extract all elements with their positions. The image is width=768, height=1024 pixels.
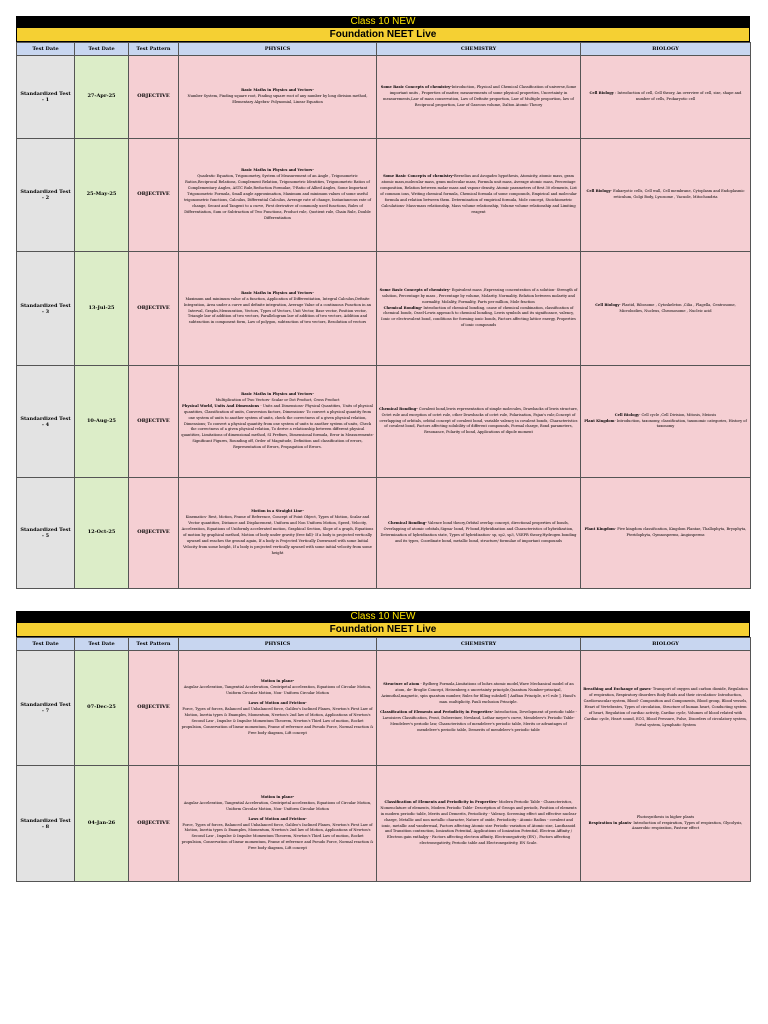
biology-topics: : Introduction of cell, Cell theory, An overview of cell, size, shape and number of cells, Prokaryotic cell — [613, 91, 742, 101]
physics-topic-heading-2: Laws of Motion and Friction- — [248, 701, 307, 706]
header-physics: PHYSICS — [179, 638, 377, 651]
chemistry-topic-heading-2: Classification of Elements and Periodicity in Properties- — [380, 710, 494, 714]
chemistry-topic-heading: Some Basic Concepts of chemistry- — [380, 85, 452, 90]
biology-topic-heading: Cell Biology — [589, 91, 614, 96]
chemistry-topic-heading: Chemical Bonding- — [379, 406, 418, 411]
table-row — [17, 366, 751, 478]
program-title: Foundation NEET Live — [16, 28, 750, 42]
physics-topics: Angular Acceleration, Tangential Acceleration, Centripetal acceleration, Equations of Circular Motion, Uniform Circular Motion, Non- Uniform Circular Motion — [183, 685, 372, 696]
class-title: Class 10 NEW — [16, 16, 750, 28]
physics-topics-2: - Units and Dimensions- Physical Quantities, Units of physical quantities, Classification of units, Conversion factors, Dimensions- To convert a physical quantity from one system of units to another system of units, check the correctness of a given physical relation, Dimensions; To convert a physical quantity from one system of units to another system of units, Check the correctness of a given physical relation, To derive a relationship between different physical quantities, Limitations of dimensional method, SI Prefixes, Dimensional formula, Error in Measurements- Significant Figures, Rounding off, Order of Magnitude, Definition and classification of errors, Representation of Errors, Propagation of Errors. — [181, 403, 374, 450]
biology-topic-heading: Plant Kingdom — [584, 527, 615, 532]
chemistry-topics-2: Introduction, Development of periodic table - Lavoisiers Classification, Prout, Dobereiner, Newland, Lothar meyer's curve, Mendeleev's Periodic Table- Mendeleev's periodic law, Characteristics of mendeleev's periodic table, Merits or advantages of mendeleev's periodic table, Demerits of mendeleev's periodic table — [382, 710, 577, 732]
test-date: 12-Oct-25 — [75, 478, 129, 589]
physics-topics: Angular Acceleration, Tangential Acceleration, Centripetal acceleration, Equations of Circular Motion, Uniform Circular Motion, Non- Uniform Circular Motion — [183, 800, 372, 811]
physics-topic-heading-2: Laws of Motion and Friction- — [248, 816, 307, 821]
schedule-table — [16, 637, 751, 882]
chemistry-cell — [377, 366, 581, 478]
physics-topics: Maximum and minimum value of a function, Application of Differentiation, Integral Calculus,Definite Integration, Area under a curve and definite integration, Average Value of a continuous Function in an Interval, Graphs,Mensuration, Vectors, Types of Vectors, Unit Vector, Base vector, Position vector, Triangle law of addition of two vectors, Parallelogram law of addition of two vectors, Addition and subtraction in component form, Law of polygon, subtraction of two vectors, Resolution of vectors — [183, 296, 372, 325]
header-test: Test Date — [17, 638, 75, 651]
physics-topic-heading: Basic Maths in Physics and Vectors- — [241, 290, 314, 295]
biology-topics-2: - Introduction, taxonomy, classification, taxonomic categories, History of taxonomy — [614, 418, 747, 429]
chemistry-topic-heading: Chemical Bonding- — [388, 521, 427, 526]
table-row — [17, 56, 751, 139]
chemistry-topic-heading: Some Basic Concepts of chemistry- — [383, 174, 454, 179]
biology-cell — [581, 766, 751, 882]
physics-topic-heading: Motion in plane- — [260, 679, 295, 684]
test-date: 07-Dec-25 — [75, 651, 129, 766]
test-name: Standardized Test - 7 — [17, 651, 75, 766]
test-pattern: OBJECTIVE — [129, 139, 179, 252]
physics-topics-2: Force, Types of forces, Balanced and Unbalanced force, Galileo's Inclined Planes, Newton's First Law of Motion, Inertia types & Examples, Momentum, Newton's 2nd law of Motion, Applications of Newton's Second Law , Impulse & Impulse Momentum Theorem, Newton's Third Law of motion, Rocket propulsion, Conservation of linear momentum, Frame of reference and Pseudo Force, Normal reaction & Free body diagram, Lift concept — [181, 822, 374, 851]
chemistry-cell — [377, 139, 581, 252]
header-biology: BIOLOGY — [581, 638, 751, 651]
header-biology: BIOLOGY — [581, 43, 751, 56]
physics-topics: Kinematics- Rest, Motion, Frame of Reference, Concept of Point Object, Types of Motion, Scalar and Vector quantities, Distance and Displacement, Uniform and Non Uniform Motion, Speed, Velocity, Acceleration, Equations of Uniformly accelerated motion, Graphical Section, Slope of a graph, Equations of motion by graphical method, Motion of body under gravity (free fall)- If a body is projected vertically upward and reaches the ground again, If a body is Projected Vertically Downward with some Initial Velocity from some height, If a body is projected vertically upward with some initial velocity from some height — [181, 515, 374, 555]
test-pattern: OBJECTIVE — [129, 366, 179, 478]
header-chemistry: CHEMISTRY — [377, 43, 581, 56]
test-pattern: OBJECTIVE — [129, 766, 179, 882]
chemistry-topics: Valence bond theory,Orbital overlap concept, directional properties of bonds, Overlapping of atomic orbitals,Sigma- bond, Pi-bond,Hybridization and Characteristics of hybridization, Determination of hybridization state, Types of hybridization- sp, sp2, sp3, VSEPR theory,Hydrogen bonding and its types, Coordinate bond, metallic bond, structure/ formulae of important compounds — [380, 521, 577, 543]
test-name: Standardized Test - 5 — [17, 478, 75, 589]
test-date: 27-Apr-25 — [75, 56, 129, 139]
test-pattern: OBJECTIVE — [129, 478, 179, 589]
header-chemistry: CHEMISTRY — [377, 638, 581, 651]
physics-topic-heading: Basic Maths in Physics and Vectors- — [241, 391, 314, 396]
header-test: Test Date — [17, 43, 75, 56]
test-name: Standardized Test - 3 — [17, 252, 75, 366]
chemistry-cell — [377, 252, 581, 366]
biology-topic-heading-2: Plant Kingdom — [584, 418, 615, 423]
schedule-sheet-1 — [16, 16, 750, 589]
chemistry-cell — [377, 56, 581, 139]
biology-cell — [581, 56, 751, 139]
physics-cell — [179, 56, 377, 139]
chemistry-topics: Modern Periodic Table - Characteristics, Nomenclature of elements, Modern Periodic Table- Description of Groups and periods, Position of elements in modern periodic table, Merits and Demerits, Periodicity - Valency, Screening effect and effective nuclear charge, Metallic and non metallic character, Nature of oxide, Periodicity - Atomic Radius - covalent and ionic, metallic and vanderwaal, Factors affecting Atomic size Periodic variation of Atomic size, Lanthanoid and Transition contraction, Ionization Potential, Applications of Ionization Potential, Electron Affinity / Electron gain enthalpy - Factors affecting electron affinity, Electronegativity (EN) , Factors affecting electronegativity, Periodic table and Electronegativity, EN Scale. — [380, 799, 577, 846]
test-date: 25-May-25 — [75, 139, 129, 252]
biology-topics: - Eukaryotic cells, Cell wall, Cell membrane, Cytoplasm and Endoplasmic reticulum, Golgi Body, Lysosome , Vacuole, Mitochondria — [610, 189, 745, 199]
header-row — [17, 43, 751, 56]
schedule-sheet-2 — [16, 611, 750, 882]
class-title: Class 10 NEW — [16, 611, 750, 623]
header-date: Test Date — [75, 638, 129, 651]
table-row — [17, 139, 751, 252]
biology-cell — [581, 252, 751, 366]
chemistry-topics: - Rydberg Formula,Limitations of bohrs atomic model,Wave Mechanical model of an atom, de- Broglie Concept, Heisenberg,s uncertainty principle,Quantum Number-principal, Azimuthal,magnetic, spin quantum number, Rules for filling subshell [ Aufbau Principle, n+l rule ], Hund's max. multiplicity, Pauli exclusion Principle. — [381, 682, 576, 705]
test-name: Standardized Test - 2 — [17, 139, 75, 252]
physics-topics: Number System, Finding square root, Finding square root of any number by long division method, Elementary Algebra- Polynomial, Linear Equation — [187, 94, 368, 104]
physics-cell — [179, 366, 377, 478]
biology-cell — [581, 139, 751, 252]
test-date: 13-Jul-25 — [75, 252, 129, 366]
biology-topics: - Transport of oxygen and carbon dioxide, Regulation of respiration, Respiratory disorders Body fluids and their circulation- Introduction, Cardiovascular system, Blood- Composition and Components, Blood group, Blood vessels, Heart of Vertebrates, Types of circulation, Structure of human heart, Conducting system of heart, Regulation of cardiac activity, Cardiac cycle, Volumes of blood related with Cardiac cycle, Heart sound, ECG, Blood Pressure, Pulse, Disorders of circulatory system, Portal system, Lymphatic System — [583, 687, 748, 727]
table-row — [17, 252, 751, 366]
table-row — [17, 766, 751, 882]
physics-topic-heading: Motion in a Straight Line- — [251, 509, 304, 514]
program-title: Foundation NEET Live — [16, 623, 750, 637]
test-pattern: OBJECTIVE — [129, 651, 179, 766]
header-pattern: Test Pattern — [129, 43, 179, 56]
test-pattern: OBJECTIVE — [129, 56, 179, 139]
table-row — [17, 478, 751, 589]
physics-topic-heading: Motion in plane- — [260, 794, 295, 799]
test-name: Standardized Test - 8 — [17, 766, 75, 882]
chemistry-topic-heading: Structure of atom — [383, 682, 420, 687]
table-row — [17, 651, 751, 766]
header-row — [17, 638, 751, 651]
physics-topic-heading-2: Physical World, Units And Dimensions — [182, 403, 260, 408]
chemistry-cell — [377, 651, 581, 766]
test-name: Standardized Test - 1 — [17, 56, 75, 139]
test-date: 10-Aug-25 — [75, 366, 129, 478]
chemistry-topic-heading: Some Basic Concepts of chemistry- — [379, 287, 451, 292]
physics-cell — [179, 651, 377, 766]
biology-topics-2: - Introduction of respiration, Types of respiration, Glycolysis, Anaerobic respiration, Pasteur effect — [630, 820, 743, 831]
physics-topics-2: Force, Types of forces, Balanced and Unbalanced force, Galileo's Inclined Planes, Newton's First Law of Motion, Inertia types & Examples, Momentum, Newton's 2nd law of Motion, Applications of Newton's Second Law , Impulse & Impulse Momentum Theorem, Newton's Third Law of motion, Rocket propulsion, Conservation of linear momentum, Frame of reference and Pseudo Force, Normal reaction & Free body diagram, Lift concept — [181, 707, 374, 735]
chemistry-cell — [377, 766, 581, 882]
chemistry-topic-heading: Classification of Elements and Periodicity in Properties- — [384, 799, 498, 804]
chemistry-topics: Introduction, Physical and Chemical Classification of universe,Some important units , Properties of matter, measurements of some physical properties, Uncertainty in measurements,Law of mass conservation, Law of Definite proportion, Law of Multiple proportion, law of Reciprocal proportion, Law of Gaseous volume, Dalton Atomic Theory — [383, 85, 577, 107]
physics-cell — [179, 766, 377, 882]
biology-topics: - Five kingdom classification, Kingdom Plantae, Thallophyta, Bryophyta, Pteridophyta, Gymnosperms, Angiosperms — [614, 527, 747, 537]
biology-topics: - Plastid, Ribosome , Cytoskeleton ,Cilia , Flagella, Centrosome, Microbodies, Nucleus, Chromosome , Nucleic acid — [619, 302, 736, 313]
schedule-table — [16, 42, 751, 589]
physics-topics: Multiplication of Two Vectors- Scalar or Dot Product, Cross Product — [215, 397, 340, 402]
chemistry-topics: Covalent bond,lewis representation of simple molecules, Drawbacks of lewis structure, Octet rule and exception of octet rule, other Drawbacks of octet rule, Polarisation, Fajan's rule,Concept of overlapping of orbitals, orbital concept of covalent bond, variable valency in covalent bonds, Characteristics of covalent bond, Factors affecting solubility of different compounds, Formal charge, Bond parameters, Resonance, Polarity of bond, Applications of dipole moment — [379, 406, 578, 435]
biology-topic-heading: Cell Biology — [586, 189, 611, 194]
biology-topics: - Cell cycle ,Cell Division, Mitosis, Meiosis — [639, 412, 717, 417]
chemistry-topics: Equivalent mass ,Expressing concentration of a solution- Strength of solution, Percentage by mass , Percentage by volume, Molarity, Normality, Relation between molarity and normality, Molality, Formality, Parts per million, Mole fraction — [382, 287, 578, 304]
chemistry-topic-heading-2: Chemical Bonding- — [383, 305, 423, 310]
biology-cell — [581, 651, 751, 766]
physics-topic-heading: Basic Maths in Physics and Vectors- — [241, 88, 314, 93]
test-pattern: OBJECTIVE — [129, 252, 179, 366]
biology-topic-heading-2: Respiration in plants — [588, 820, 631, 825]
test-date: 04-Jan-26 — [75, 766, 129, 882]
physics-topics: Quadratic Equation, Trigonometry, System of Measurement of an Angle , Trigonometric Ratios,Reciprocal Relations, Complement Relation, Trigonometric Identities, Trigonometric Ratios of Complementary Angles, ASTC Rule,Reduction Formulae, T-Ratio of Allied Angles, Some Important Trigonometric Formula, Small angle approximation, Maximum and minimum values of some useful trigonometric functions, Calculus, Differential Calculus, Average rate of change, Instantaneous rate of change, Secant and Tangent to a curve, First derivative of commonly used functions, Rules of Differentiation, Sum or Subtraction of Two Functions, Product rule, Quotient rule, Chain Rule, Double Differentiation — [183, 174, 372, 220]
physics-cell — [179, 252, 377, 366]
biology-topic-heading: Cell Biology — [614, 412, 640, 417]
physics-topic-heading: Basic Maths in Physics and Vectors- — [241, 168, 314, 173]
header-date: Test Date — [75, 43, 129, 56]
physics-cell — [179, 139, 377, 252]
biology-topic-heading: Cell Biology — [595, 302, 620, 307]
header-pattern: Test Pattern — [129, 638, 179, 651]
biology-cell — [581, 366, 751, 478]
physics-cell — [179, 478, 377, 589]
header-physics: PHYSICS — [179, 43, 377, 56]
test-name: Standardized Test - 4 — [17, 366, 75, 478]
biology-cell — [581, 478, 751, 589]
chemistry-topics: Berzelius and Avogadro hypothesis, Atomicity, atomic mass, gram atomic mass,molecular mass, gram molecular mass, Formula unit mass, Average atomic mass, Percentage composition, Relation between molar mass and vapour density, Atomic parameters of first 30 elements, List of common ions, Writing chemical formula, Chemical formula of some compounds, Empirical and molecular formula and relation between them. Determination of empirical formula, Mole concept, Stoichiometric Calculations- Mass-mass relationship, Mass volume relationship, Volume volume relationship and Limiting reagent — [380, 174, 577, 214]
biology-topic-heading: Photosynthesis in higher plants — [636, 814, 695, 819]
chemistry-topics-2: Introduction of chemical bonding, cause of chemical combination, classification of chemical bonds, Ossel-Lewis approach to chemical bonding, Lewis symbols and its significance, valency, Ionic or electrovalent bond, conditions for forming ionic bonds, Factors affecting lattice energy, Properties of ionic compounds — [381, 305, 576, 328]
biology-topic-heading: Breathing and Exchange of gases — [583, 687, 651, 692]
chemistry-cell — [377, 478, 581, 589]
